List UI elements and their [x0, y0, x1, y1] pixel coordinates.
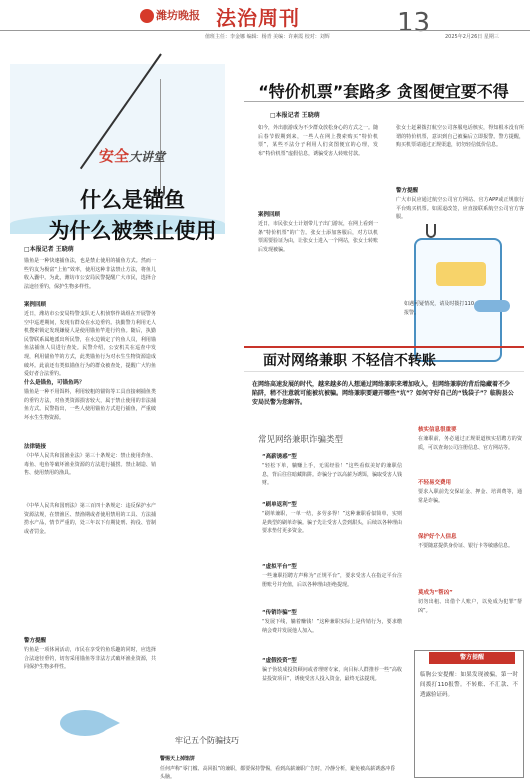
left-law-text-1: 《中华人民共和国渔业法》第三十条规定：禁止使用炸鱼、毒鱼、电鱼等破坏渔业资源的方法进行捕捞。禁止制造、销售、使用禁用的渔具。: [24, 453, 156, 477]
warning-box-text: 临朐公安提醒：如果发现被骗，第一时间拨打110报警。不转账、不汇款、不透露验证码。: [420, 672, 518, 698]
right-police-head: 警方提醒: [396, 188, 419, 194]
fishing-line: [160, 79, 161, 189]
byline-left: □本报记者 王晓萌: [24, 246, 74, 253]
price-tag-icon: [436, 262, 486, 286]
headline-left-line2: 为什么被禁止使用: [48, 219, 217, 243]
column-title: [99, 145, 165, 166]
right-police-text-2: 如遇可疑情况，请及时拨打110报警。: [404, 301, 474, 316]
left-what-text: 锚鱼是一种不用饵料，利用较粗的锚钩等工具直接刺捕鱼类的垂钓方法，对鱼类资源损害较大，属于禁止使用的非法捕鱼方式。民警指出，一些人使用锚鱼方式进行捕鱼，严重破坏水生生物资源。: [24, 389, 156, 421]
right-intro: 如今，外出旅游成为不少群众放松身心的方式之一。随后春节假期到来，一些人在网上搜索购买“特价机票”，某些不法分子利用人们贪图便宜的心理，发布“特价机票”虚假信息，诱骗受害人转账付款。: [258, 125, 379, 157]
bottom-text: 任何声称“零门槛、高回报”的兼职，都要保持警惕，看到高薪兼职广告时，冷静分析，避免被高薪诱惑冲昏头脑。: [160, 766, 396, 781]
bottom-section-title: 牢记五个防骗技巧: [175, 736, 239, 745]
type1-text: “轻松下单，躺赚上手，无需经验！”这些看似美好的兼职信息，背后往往暗藏陷阱。诈骗分子以高薪为诱饵，骗取受害人钱财。: [262, 463, 403, 487]
headline-left-line1: 什么是锚鱼: [80, 188, 185, 212]
headline-left: [30, 185, 235, 247]
warning-box-title: 警方提醒: [429, 652, 515, 664]
hook-icon: [426, 224, 436, 238]
tip4-text: 切勿出租、出借个人账户，以免成为犯罪“帮凶”。: [418, 599, 522, 614]
tip1-head: 核实信息很重要: [418, 427, 457, 433]
fish-body-icon: [60, 710, 110, 736]
parttime-intro: 在网络高速发展的时代，越来越多的人想通过网络兼职来增加收入，但网络兼职的背后隐藏着不少陷阱，稍不注意就可能被坑被骗。网络兼职要避开哪些“坑”？如何守好自己的“钱袋子”？临朐县公安局民警为您解答。: [252, 381, 514, 407]
column-title-red: 安全: [99, 147, 130, 165]
right-police-text: 广大市民应通过航空公司官方网站、官方APP或正规旅行平台购买机票。如需退改签，应直接联系航空公司官方客服。: [396, 197, 524, 221]
type3-head: “虚拟平台”型: [262, 564, 297, 570]
section-name: 法治周刊: [216, 6, 300, 30]
tip3-head: 保护好个人信息: [418, 534, 457, 540]
headline-divider: [244, 101, 524, 102]
tip3-text: 不要随意提供身份证、银行卡等敏感信息。: [418, 543, 514, 549]
right-case-head: 案例回顾: [258, 212, 281, 218]
newspaper-logo: [140, 7, 200, 23]
bottom-subhead: 警惕天上掉馅饼: [160, 756, 196, 762]
type4-head: “传销诈骗”型: [262, 610, 297, 616]
left-case-text: 近日，潍坊市公安局特警支队无人机侦察作战组在开展警务空中巡逻期间，发现有群众在水边垂钓。执勤警力利用无人机搜索锁定发现嫌疑人是使用锚鱼竿进行钓鱼。随后，执勤民警联系属地派出所民警，在水边锁定了钓鱼人员，利用锚鱼法捕鱼人员进行查处。民警介绍，公安机关在巡查中发现，利用锚鱼竿的方式，此类锚鱼行为对水生生物资源造成破坏。此前还有类似锚鱼行为的群众被查处，提醒广大钓鱼爱好者合法垂钓。: [24, 311, 156, 378]
byline-right: □本报记者 王晓萌: [270, 112, 320, 119]
headline-right: “特价机票”套路多 贪图便宜要不得: [258, 82, 509, 101]
type5-text: 骗子伪装成投资顾问或者理财专家，向目标人群推荐一些“高收益投资项目”，诱使受害人投入资金，最终无法提现。: [262, 667, 402, 682]
type4-text: “发展下线，躺着赚钱！”这种兼职实际上是传销行为，要求缴纳会费并发展他人加入。: [262, 619, 402, 634]
left-warn-head: 警方提醒: [24, 638, 47, 644]
logo-mark-icon: [140, 9, 154, 23]
fish-illustration: [20, 690, 145, 760]
type3-text: 一些兼职招聘方声称为“正规平台”，要求受害人在指定平台注册账号并充值，后以各种理由拒绝提现。: [262, 573, 402, 588]
left-law-head: 法律链接: [24, 444, 47, 450]
tip2-head: 不轻易交费用: [418, 480, 452, 486]
page-number: 13: [397, 8, 431, 38]
right-col-text: 张女士赶紧拨打航空公司客服电话核实，得知根本没有所谓的特价机票，意识到自己被骗后立即报警。警方提醒，购买机票请通过正规渠道，切勿轻信低价信息。: [396, 125, 524, 149]
type1-head: “高薪诱惑”型: [262, 454, 297, 460]
staff-credits: 值班主任：李金娜 编辑：杨青 美编：许素霞 校对：刘辉: [205, 34, 330, 40]
left-law-text-2: 《中华人民共和国刑法》第三百四十条规定：违反保护水产资源法规，在禁渔区、禁渔期或者使用禁用的工具、方法捕捞水产品，情节严重的，处三年以下有期徒刑、拘役、管制或者罚金。: [24, 503, 156, 535]
type2-head: “刷单返利”型: [262, 502, 297, 508]
column-title-black: 大讲堂: [129, 150, 166, 164]
tip1-text: 在兼职前，务必通过正规渠道核实招聘方的资质，可以查询公司注册信息、官方网站等。: [418, 436, 522, 451]
tip2-text: 要求入职前先交保证金、押金、培训费等，通常是诈骗。: [418, 489, 522, 504]
fish-tail-icon: [106, 716, 120, 730]
type2-text: “刷单兼职，一单一结，多劳多得！”这种兼职看似简单，实则是典型的刷单诈骗。骗子先让受害人尝到甜头，后续以各种理由要求垫付更多资金。: [262, 511, 403, 535]
common-types-title: 常见网络兼职诈骗类型: [258, 435, 344, 445]
left-case-head: 案例回顾: [24, 302, 47, 308]
left-what-head: 什么是锚鱼，可锚鱼吗？: [24, 380, 85, 386]
left-warn-text: 钓鱼是一项休闲活动，市民在享受钓鱼乐趣的同时，应选择合法途径垂钓，切勿采用锚鱼等非法方式破坏渔业资源，共同保护生物多样性。: [24, 647, 156, 671]
logo-text: 潍坊晚报: [156, 9, 200, 22]
left-intro: 锚鱼是一种快速捕鱼法，也是禁止使用的捕鱼方式。然而一些钓友为极富“上鱼”效率，使用这种非法禁止方法，将鱼儿收入囊中。为此，潍坊市公安局民警提醒广大市民，选择合法途径垂钓，保护生物多样性。: [24, 258, 156, 290]
tip4-head: 莫成为“帮凶”: [418, 590, 453, 596]
issue-date: 2025年2月26日 星期三: [445, 34, 499, 40]
airplane-icon: [474, 300, 510, 312]
header-divider: [0, 30, 530, 31]
headline-parttime: 面对网络兼职 不轻信不转账: [263, 353, 436, 369]
type5-head: “虚假投资”型: [262, 658, 297, 664]
masthead: [0, 0, 530, 46]
right-case-text: 近日，市民张女士计划带儿子出门游玩，在网上看到一条“特价机票”的广告。张女士添加客服后，对方以机票需要验证为由，让张女士进入一个网站，张女士转账后发现被骗。: [258, 221, 379, 253]
